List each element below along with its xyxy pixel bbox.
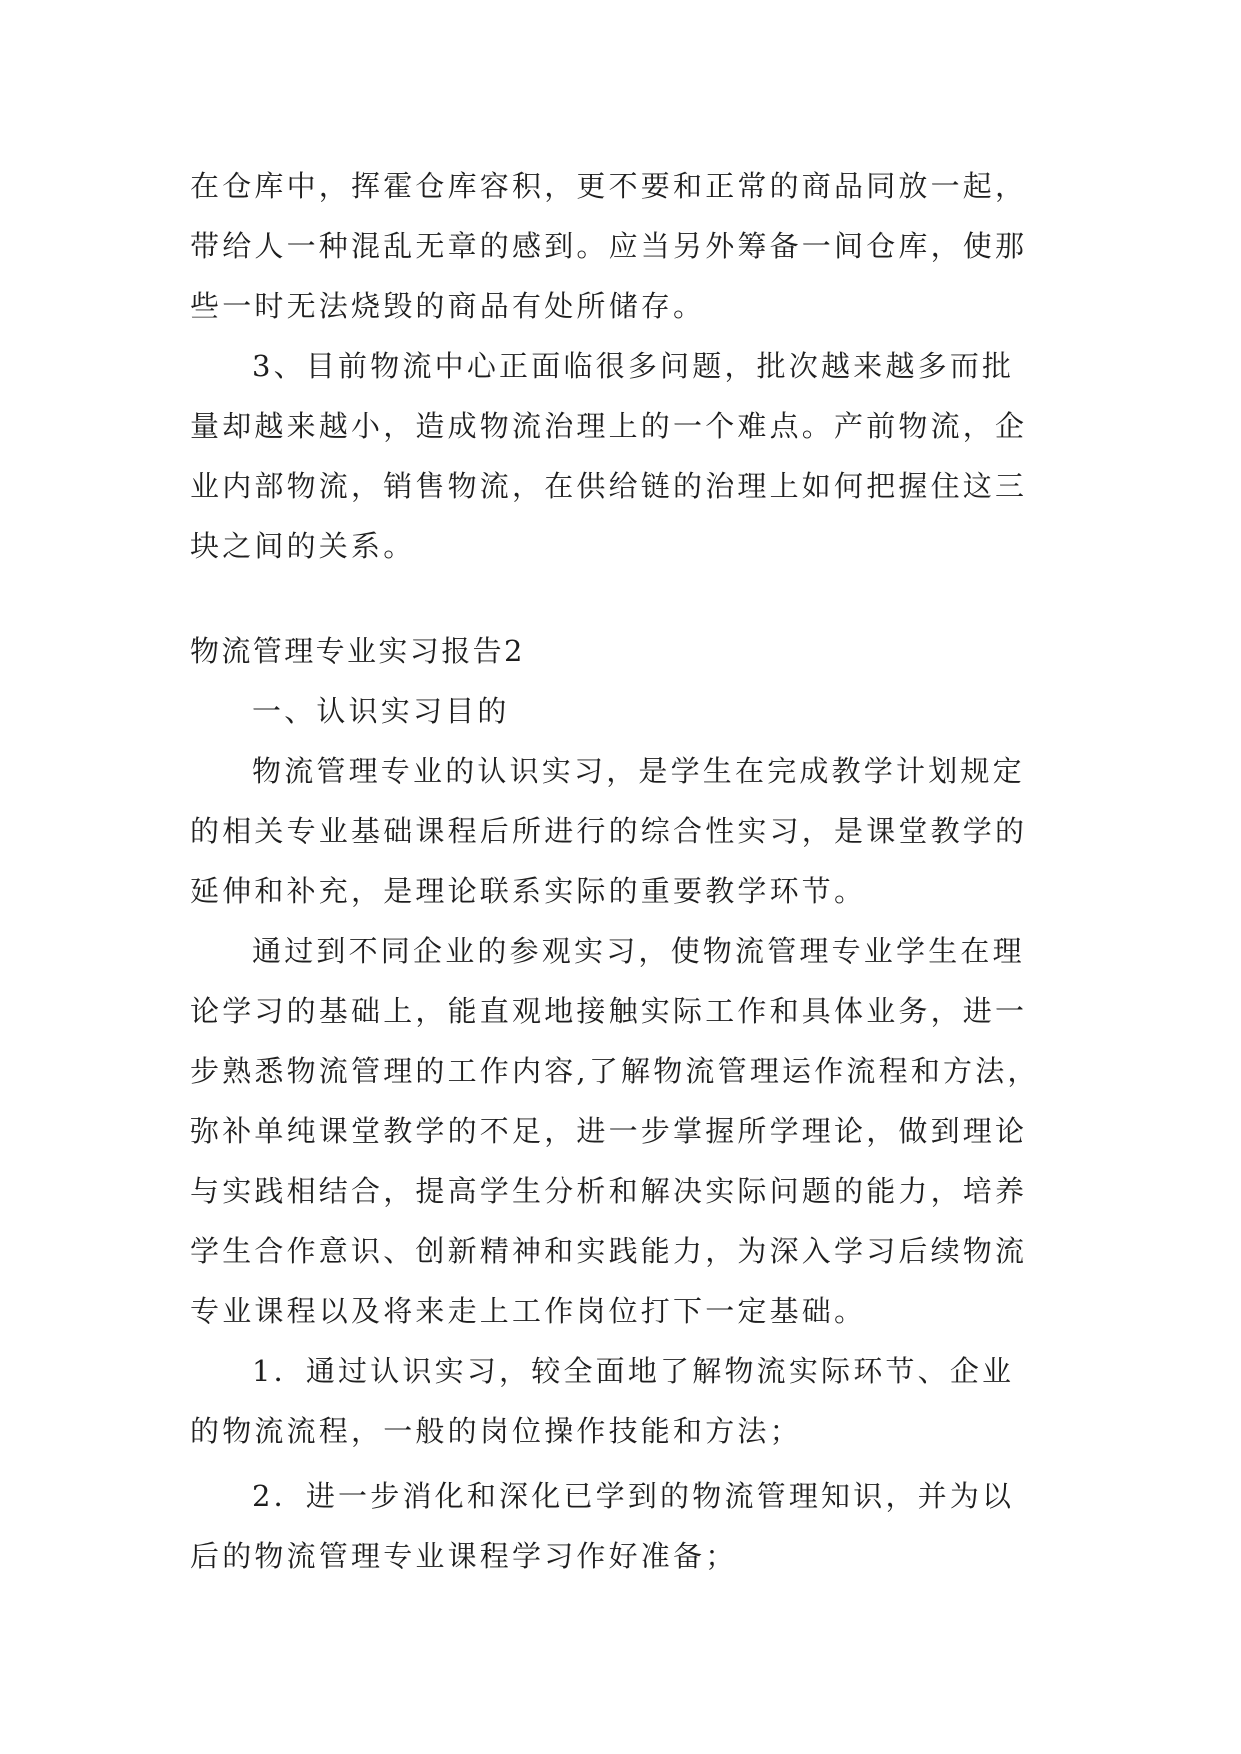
paragraph-line: 量却越来越小，造成物流治理上的一个难点。产前物流，企 — [190, 409, 1028, 443]
paragraph-line: 带给人一种混乱无章的感到。应当另外筹备一间仓库，使那 — [190, 229, 1028, 263]
paragraph-line: 学生合作意识、创新精神和实践能力，为深入学习后续物流 — [190, 1234, 1028, 1268]
list-item-line: 的物流流程，一般的岗位操作技能和方法； — [190, 1414, 802, 1448]
paragraph-line: 在仓库中，挥霍仓库容积，更不要和正常的商品同放一起， — [190, 169, 1028, 203]
paragraph-line: 弥补单纯课堂教学的不足，进一步掌握所学理论，做到理论 — [190, 1114, 1028, 1148]
list-item-line: 1．通过认识实习，较全面地了解物流实际环节、企业 — [252, 1354, 1015, 1388]
paragraph-line: 通过到不同企业的参观实习，使物流管理专业学生在理 — [252, 934, 1025, 968]
list-item-line: 2．进一步消化和深化已学到的物流管理知识，并为以 — [252, 1479, 1015, 1513]
paragraph-line: 论学习的基础上，能直观地接触实际工作和具体业务，进一 — [190, 994, 1028, 1028]
paragraph-line: 步熟悉物流管理的工作内容,了解物流管理运作流程和方法， — [190, 1054, 1040, 1088]
paragraph-line: 延伸和补充，是理论联系实际的重要教学环节。 — [190, 874, 867, 908]
list-item-line: 后的物流管理专业课程学习作好准备； — [190, 1539, 738, 1573]
paragraph-line: 业内部物流，销售物流，在供给链的治理上如何把握住这三 — [190, 469, 1028, 503]
paragraph-line: 块之间的关系。 — [190, 529, 416, 563]
subheading: 一、认识实习目的 — [252, 694, 510, 728]
paragraph-line: 3、目前物流中心正面临很多问题，批次越来越多而批 — [252, 349, 1015, 383]
paragraph-line: 与实践相结合，提高学生分析和解决实际问题的能力，培养 — [190, 1174, 1028, 1208]
section-title: 物流管理专业实习报告2 — [190, 634, 525, 668]
paragraph-line: 些一时无法烧毁的商品有处所储存。 — [190, 289, 706, 323]
paragraph-line: 专业课程以及将来走上工作岗位打下一定基础。 — [190, 1294, 867, 1328]
paragraph-line: 的相关专业基础课程后所进行的综合性实习，是课堂教学的 — [190, 814, 1028, 848]
paragraph-line: 物流管理专业的认识实习，是学生在完成教学计划规定 — [252, 754, 1025, 788]
